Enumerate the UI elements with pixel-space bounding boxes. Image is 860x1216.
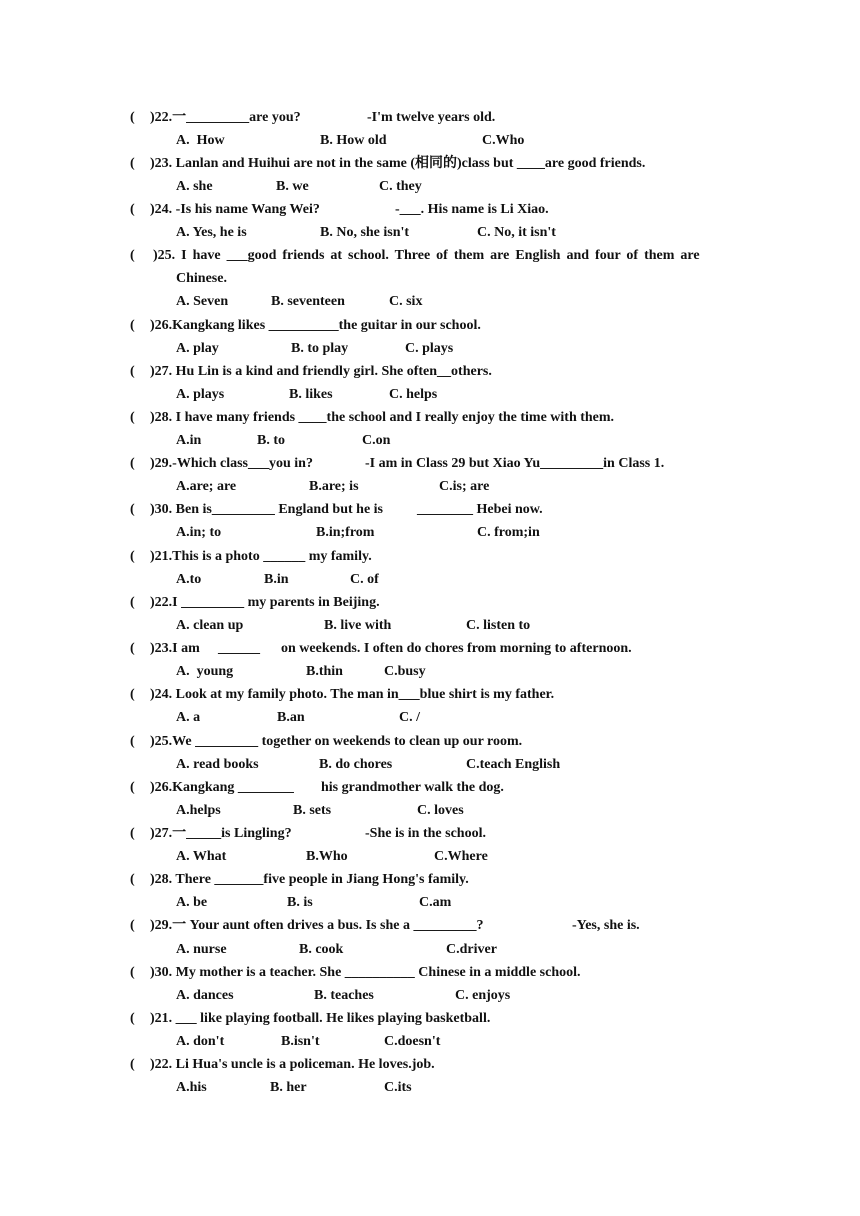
question-text: )24. -Is his name Wang Wei?	[150, 202, 320, 217]
option-b: B. do chores	[319, 757, 393, 772]
question-27a	[0, 362, 860, 382]
option-b: B. sets	[293, 803, 332, 818]
question-25a	[0, 246, 860, 266]
question-text: )21. ___ like playing football. He likes playing basketball.	[150, 1011, 491, 1026]
options-26a	[0, 339, 860, 359]
question-text: )26.Kangkang likes __________the guitar in our school.	[150, 318, 481, 333]
options-27a	[0, 385, 860, 405]
option-a: A. nurse	[176, 942, 227, 957]
option-a: A. young	[176, 664, 234, 679]
answer-bracket: (	[130, 687, 135, 702]
option-b: B. How old	[320, 133, 387, 148]
question-text: )27. Hu Lin is a kind and friendly girl. She often__others.	[150, 364, 492, 379]
option-c: C. helps	[389, 387, 438, 402]
option-c: C.Who	[482, 133, 525, 148]
option-b: B. we	[276, 179, 309, 194]
option-c: C.driver	[446, 942, 497, 957]
answer-bracket: (	[130, 156, 135, 171]
question-22a	[0, 108, 860, 128]
option-c: C.busy	[384, 664, 426, 679]
option-c: C.am	[419, 895, 452, 910]
option-a: A. How	[176, 133, 225, 148]
question-text: -She is in the school.	[365, 826, 486, 841]
question-text: Chinese.	[176, 271, 227, 286]
answer-bracket: (	[130, 110, 135, 125]
answer-bracket: (	[130, 918, 135, 933]
option-a: A. What	[176, 849, 227, 864]
question-text: )22.I _________ my parents in Beijing.	[150, 595, 380, 610]
option-a: A. clean up	[176, 618, 244, 633]
question-21c	[0, 1009, 860, 1029]
answer-bracket: (	[130, 1011, 135, 1026]
question-text: )23.I am	[150, 641, 200, 656]
option-c: C. from;in	[477, 525, 540, 540]
answer-bracket: (	[130, 410, 135, 425]
question-text: his grandmother walk the dog.	[321, 780, 504, 795]
options-30a	[0, 523, 860, 543]
option-a: A. read books	[176, 757, 259, 772]
question-text: )25. I have ___good friends at school. Three of them are English and four of them are	[153, 248, 700, 263]
option-a: A.are; are	[176, 479, 237, 494]
option-c: C.its	[384, 1080, 412, 1095]
option-b: B. live with	[324, 618, 392, 633]
question-text: )30. Ben is_________ England but he is	[150, 502, 383, 517]
question-text: ________ Hebei now.	[417, 502, 543, 517]
options-25b	[0, 755, 860, 775]
option-b: B. her	[270, 1080, 307, 1095]
question-text: )28. I have many friends ____the school and I really enjoy the time with them.	[150, 410, 615, 425]
option-a: A.his	[176, 1080, 207, 1095]
option-a: A. plays	[176, 387, 225, 402]
option-a: A. play	[176, 341, 219, 356]
options-22a	[0, 131, 860, 151]
option-b: B.thin	[306, 664, 343, 679]
option-b: B. likes	[289, 387, 333, 402]
answer-bracket: (	[130, 456, 135, 471]
option-c: C.doesn't	[384, 1034, 441, 1049]
question-29b	[0, 916, 860, 936]
option-c: C.Where	[434, 849, 488, 864]
question-text: -I'm twelve years old.	[367, 110, 496, 125]
question-text: )24. Look at my family photo. The man in___blue shirt is my father.	[150, 687, 555, 702]
option-a: A. Yes, he is	[176, 225, 247, 240]
question-text: )26.Kangkang ________	[150, 780, 294, 795]
option-b: B.in	[264, 572, 289, 587]
option-c: C. /	[399, 710, 420, 725]
answer-bracket: (	[130, 364, 135, 379]
options-23a	[0, 177, 860, 197]
option-b: B. No, she isn't	[320, 225, 410, 240]
options-26b	[0, 801, 860, 821]
options-24b	[0, 708, 860, 728]
question-text: )25.We _________ together on weekends to clean up our room.	[150, 734, 523, 749]
option-b: B.isn't	[281, 1034, 320, 1049]
question-text: -Yes, she is.	[572, 918, 640, 933]
question-text: )23. Lanlan and Huihui are not in the same (相同的)class but ____are good friends.	[150, 156, 646, 171]
option-b: B.Who	[306, 849, 348, 864]
options-28a	[0, 431, 860, 451]
question-26b	[0, 778, 860, 798]
question-28a	[0, 408, 860, 428]
option-a: A. dances	[176, 988, 234, 1003]
answer-bracket: (	[130, 1057, 135, 1072]
options-22c	[0, 1078, 860, 1098]
answer-bracket: (	[130, 202, 135, 217]
option-a: A. a	[176, 710, 201, 725]
question-23a	[0, 154, 860, 174]
option-c: C. they	[379, 179, 422, 194]
options-28b	[0, 893, 860, 913]
options-29a	[0, 477, 860, 497]
option-c: C.is; are	[439, 479, 490, 494]
option-b: B.in;from	[316, 525, 375, 540]
question-text: )29.一 Your aunt often drives a bus. Is she a _________?	[150, 918, 484, 933]
option-b: B. cook	[299, 942, 344, 957]
question-28b	[0, 870, 860, 890]
question-22c	[0, 1055, 860, 1075]
question-text: )28. There _______five people in Jiang Hong's family.	[150, 872, 469, 887]
option-b: B. is	[287, 895, 313, 910]
options-27b	[0, 847, 860, 867]
answer-bracket: (	[130, 780, 135, 795]
question-text: )30. My mother is a teacher. She __________ Chinese in a middle school.	[150, 965, 581, 980]
answer-bracket: (	[130, 595, 135, 610]
answer-blank: ______	[218, 641, 260, 656]
question-text: )21.This is a photo ______ my family.	[150, 549, 372, 564]
question-text: )27.一_____is Lingling?	[150, 826, 292, 841]
option-c: C.teach English	[466, 757, 561, 772]
question-25b	[0, 732, 860, 752]
option-a: A. be	[176, 895, 208, 910]
question-text: -___. His name is Li Xiao.	[395, 202, 549, 217]
options-23b	[0, 662, 860, 682]
question-24a	[0, 200, 860, 220]
question-26a	[0, 316, 860, 336]
option-b: B. seventeen	[271, 294, 345, 309]
question-text: )22.一_________are you?	[150, 110, 301, 125]
question-27b	[0, 824, 860, 844]
option-c: C. loves	[417, 803, 464, 818]
answer-bracket: (	[130, 641, 135, 656]
question-30a	[0, 500, 860, 520]
question-text: on weekends. I often do chores from morning to afternoon.	[281, 641, 632, 656]
options-24a	[0, 223, 860, 243]
option-a: A.helps	[176, 803, 221, 818]
option-c: C. listen to	[466, 618, 531, 633]
option-a: A.in	[176, 433, 202, 448]
options-22b	[0, 616, 860, 636]
option-b: B.an	[277, 710, 305, 725]
option-a: A. she	[176, 179, 213, 194]
option-a: A.in; to	[176, 525, 222, 540]
option-b: B.are; is	[309, 479, 359, 494]
options-21b	[0, 570, 860, 590]
question-25a-continued	[0, 269, 860, 289]
answer-bracket: (	[130, 872, 135, 887]
answer-bracket: (	[130, 826, 135, 841]
option-c: C. of	[350, 572, 379, 587]
answer-bracket: (	[130, 502, 135, 517]
answer-bracket: (	[130, 549, 135, 564]
question-text: -I am in Class 29 but Xiao Yu_________in Class 1.	[365, 456, 665, 471]
options-21c	[0, 1032, 860, 1052]
options-29b	[0, 940, 860, 960]
question-29a	[0, 454, 860, 474]
question-21b	[0, 547, 860, 567]
option-b: B. to	[257, 433, 285, 448]
option-a: A.to	[176, 572, 202, 587]
answer-bracket: (	[130, 318, 135, 333]
option-a: A. don't	[176, 1034, 225, 1049]
options-30b	[0, 986, 860, 1006]
option-b: B. to play	[291, 341, 349, 356]
options-25a	[0, 292, 860, 312]
option-c: C.on	[362, 433, 391, 448]
option-c: C. plays	[405, 341, 454, 356]
question-24b	[0, 685, 860, 705]
option-c: C. No, it isn't	[477, 225, 556, 240]
option-a: A. Seven	[176, 294, 229, 309]
question-22b	[0, 593, 860, 613]
question-30b	[0, 963, 860, 983]
answer-bracket: (	[130, 248, 135, 263]
option-c: C. six	[389, 294, 423, 309]
question-23b	[0, 639, 860, 659]
option-c: C. enjoys	[455, 988, 511, 1003]
option-b: B. teaches	[314, 988, 374, 1003]
question-text: )29.-Which class___you in?	[150, 456, 313, 471]
answer-bracket: (	[130, 734, 135, 749]
answer-bracket: (	[130, 965, 135, 980]
question-text: )22. Li Hua's uncle is a policeman. He loves.job.	[150, 1057, 435, 1072]
